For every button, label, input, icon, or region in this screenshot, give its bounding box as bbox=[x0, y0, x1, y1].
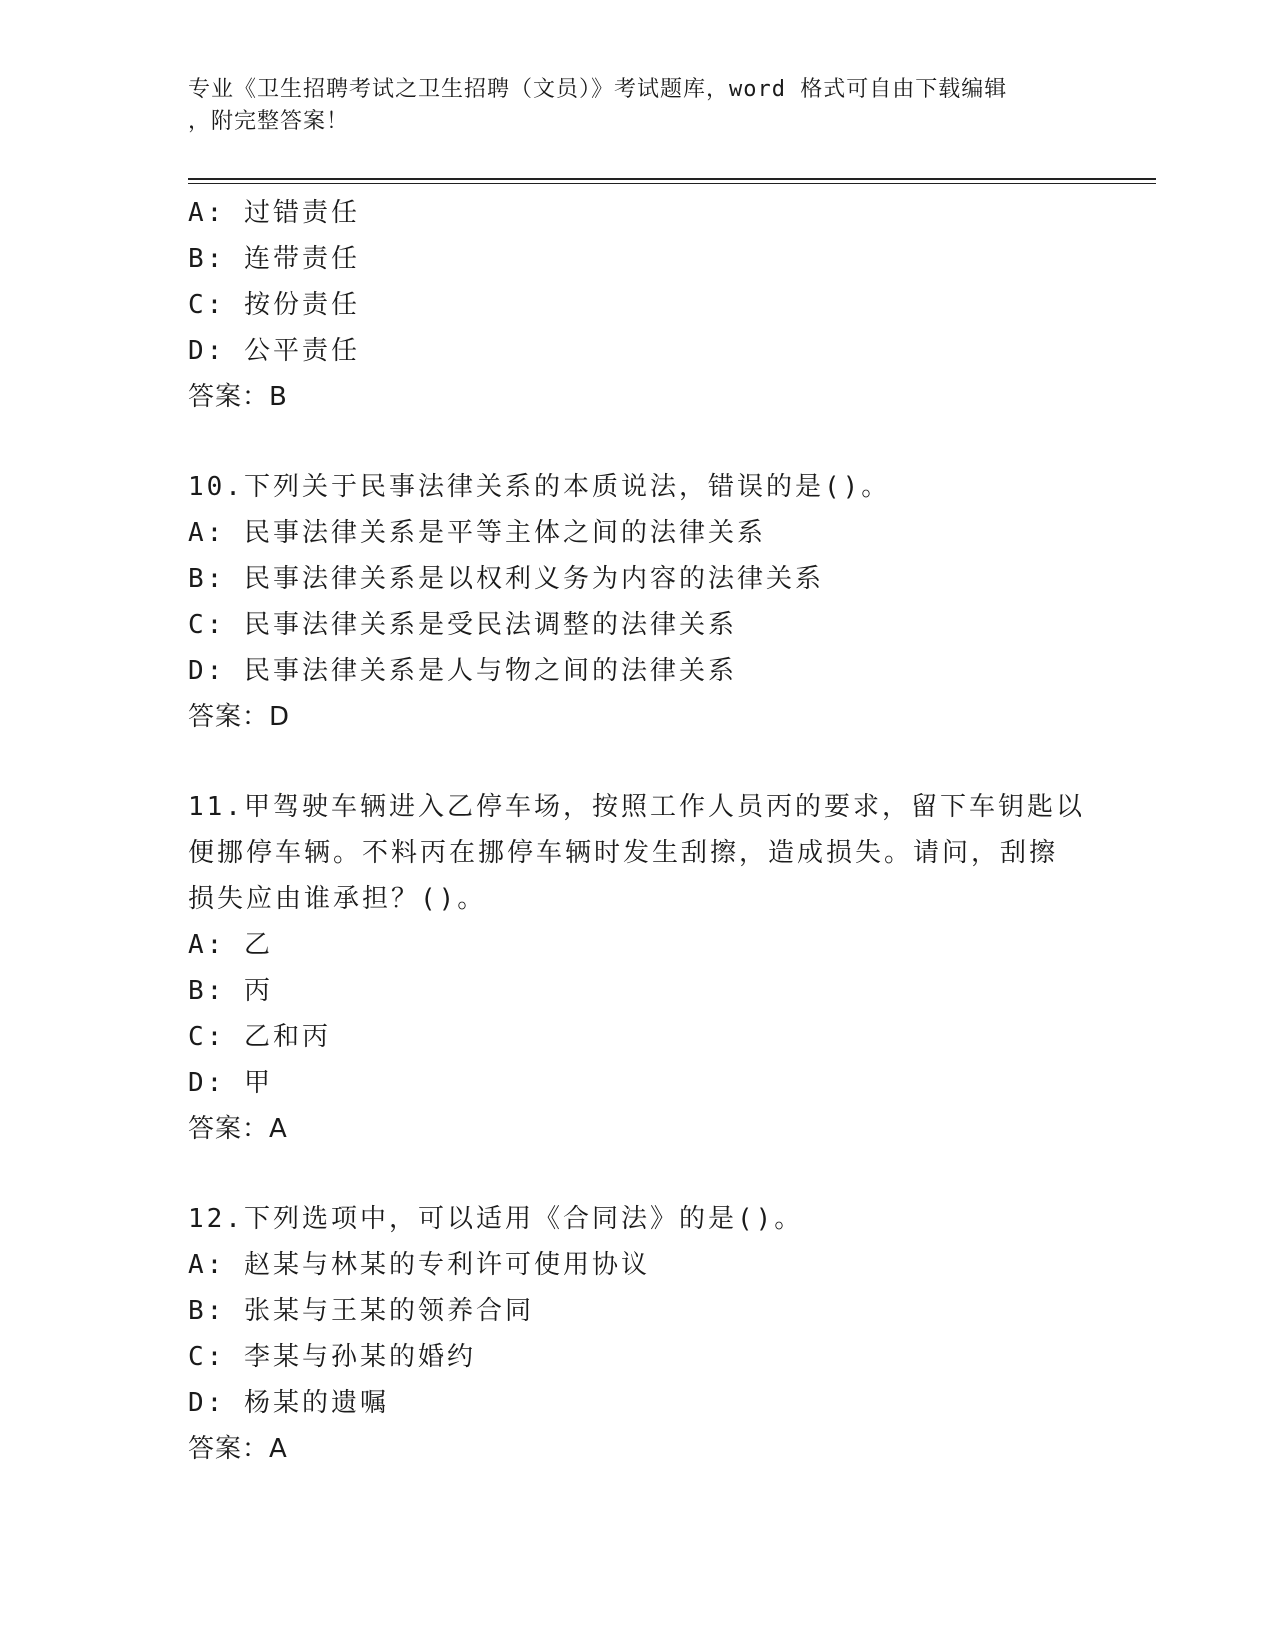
option-a: A: 民事法律关系是平等主体之间的法律关系 bbox=[188, 518, 766, 548]
option-d: D: 甲 bbox=[188, 1068, 273, 1098]
option-a: A: 乙 bbox=[188, 930, 273, 960]
question-stem-line-1: 11.甲驾驶车辆进入乙停车场，按照工作人员丙的要求，留下车钥匙以 bbox=[188, 792, 1085, 822]
question-stem: 10.下列关于民事法律关系的本质说法，错误的是()。 bbox=[188, 472, 891, 502]
option-c: C: 李某与孙某的婚约 bbox=[188, 1342, 476, 1372]
document-header bbox=[188, 74, 1068, 138]
header-line-2: ，附完整答案！ bbox=[188, 109, 350, 134]
option-d: D: 公平责任 bbox=[188, 336, 360, 366]
option-d: D: 民事法律关系是人与物之间的法律关系 bbox=[188, 656, 737, 686]
question-list bbox=[188, 190, 1088, 1472]
option-b: B: 连带责任 bbox=[188, 244, 360, 274]
question-9 bbox=[188, 190, 1088, 420]
answer-line: 答案：B bbox=[188, 382, 288, 412]
question-12 bbox=[188, 1196, 1088, 1472]
option-a: A: 赵某与林某的专利许可使用协议 bbox=[188, 1250, 650, 1280]
header-line-1: 专业《卫生招聘考试之卫生招聘（文员）》考试题库，word 格式可自由下载编辑 bbox=[188, 77, 1008, 102]
header-rule-thin bbox=[188, 183, 1156, 184]
answer-line: 答案：D bbox=[188, 702, 291, 732]
question-11 bbox=[188, 784, 1088, 1152]
option-c: C: 按份责任 bbox=[188, 290, 360, 320]
option-b: B: 丙 bbox=[188, 976, 273, 1006]
option-b: B: 民事法律关系是以权利义务为内容的法律关系 bbox=[188, 564, 824, 594]
question-10 bbox=[188, 464, 1088, 740]
answer-line: 答案：A bbox=[188, 1434, 288, 1464]
header-rule-thick bbox=[188, 178, 1156, 180]
question-stem: 12.下列选项中，可以适用《合同法》的是()。 bbox=[188, 1204, 804, 1234]
option-b: B: 张某与王某的领养合同 bbox=[188, 1296, 534, 1326]
answer-line: 答案：A bbox=[188, 1114, 288, 1144]
option-c: C: 乙和丙 bbox=[188, 1022, 331, 1052]
option-a: A: 过错责任 bbox=[188, 198, 360, 228]
question-stem-line-2: 便挪停车辆。不料丙在挪停车辆时发生刮擦，造成损失。请问，刮擦 bbox=[188, 838, 1059, 868]
option-d: D: 杨某的遗嘱 bbox=[188, 1388, 389, 1418]
option-c: C: 民事法律关系是受民法调整的法律关系 bbox=[188, 610, 737, 640]
question-stem-line-3: 损失应由谁承担？()。 bbox=[188, 884, 487, 914]
